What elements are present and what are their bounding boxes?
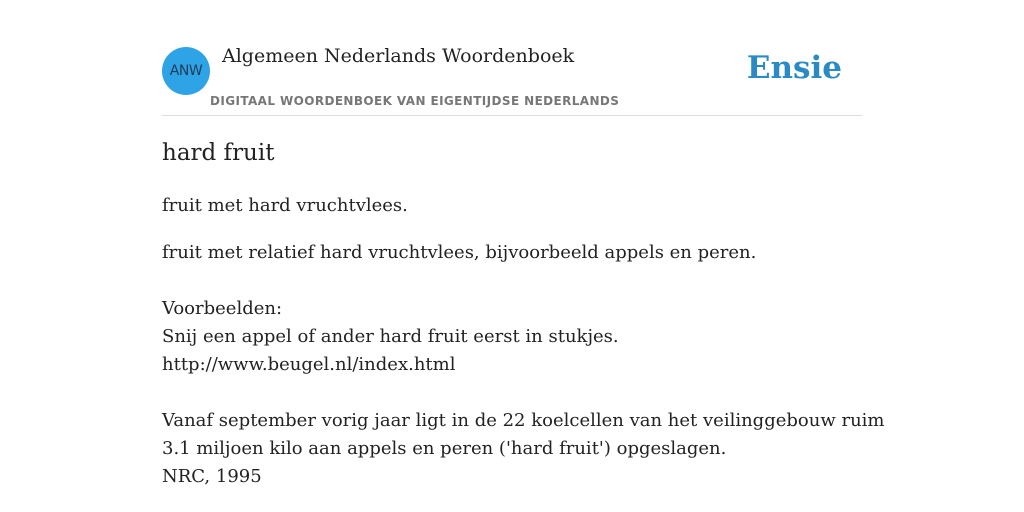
long-definition: fruit met relatief hard vruchtvlees, bijvoorbeeld appels en peren. xyxy=(162,242,757,263)
header xyxy=(162,0,862,116)
quote-source: NRC, 1995 xyxy=(162,466,262,487)
example-sentence: Snij een appel of ander hard fruit eerst in stukjes. xyxy=(162,326,619,347)
quote-line: 3.1 miljoen kilo aan appels en peren ('hard fruit') opgeslagen. xyxy=(162,438,727,459)
site-title[interactable]: Algemeen Nederlands Woordenboek xyxy=(222,45,575,67)
site-subtitle: DIGITAAL WOORDENBOEK VAN EIGENTIJDSE NEDERLANDS xyxy=(210,94,620,108)
headword: hard fruit xyxy=(162,140,275,166)
examples-block xyxy=(162,295,619,379)
examples-label: Voorbeelden: xyxy=(162,298,283,319)
logo-text: ANW xyxy=(169,63,203,79)
quote-line: Vanaf september vorig jaar ligt in de 22 koelcellen van het veilinggebouw ruim xyxy=(162,410,885,431)
anw-logo[interactable] xyxy=(162,47,210,95)
quote-block xyxy=(162,407,885,491)
example-source: http://www.beugel.nl/index.html xyxy=(162,354,456,375)
page xyxy=(162,0,885,512)
ensie-brand-link[interactable]: Ensie xyxy=(746,50,842,86)
short-definition: fruit met hard vruchtvlees. xyxy=(162,195,408,216)
